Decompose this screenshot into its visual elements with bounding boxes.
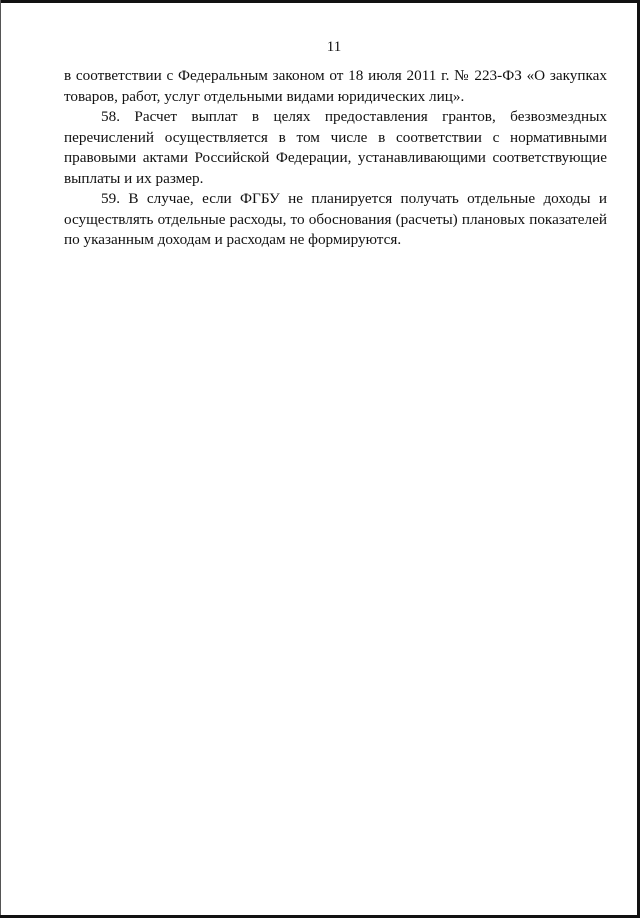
paragraph-58: 58. Расчет выплат в целях предоставления грантов, безвозмездных перечислений осуществляется в том числе в соответствии с нормативными правовыми актами Российской Федерации, устанавливающими соответствующие выплаты и их размер.	[64, 108, 607, 187]
scan-border-left	[0, 0, 1, 918]
paragraph-continuation: в соответствии с Федеральным законом от 18 июля 2011 г. № 223-ФЗ «О закупках товаров, работ, услуг отдельными видами юридических лиц».	[64, 67, 607, 105]
page-number: 11	[326, 39, 342, 55]
paragraph-59: 59. В случае, если ФГБУ не планируется получать отдельные доходы и осуществлять отдельные расходы, то обоснования (расчеты) плановых показателей по указанным доходам и расходам не формируются.	[64, 190, 607, 248]
document-body	[64, 66, 607, 251]
scan-border-top	[0, 0, 640, 3]
